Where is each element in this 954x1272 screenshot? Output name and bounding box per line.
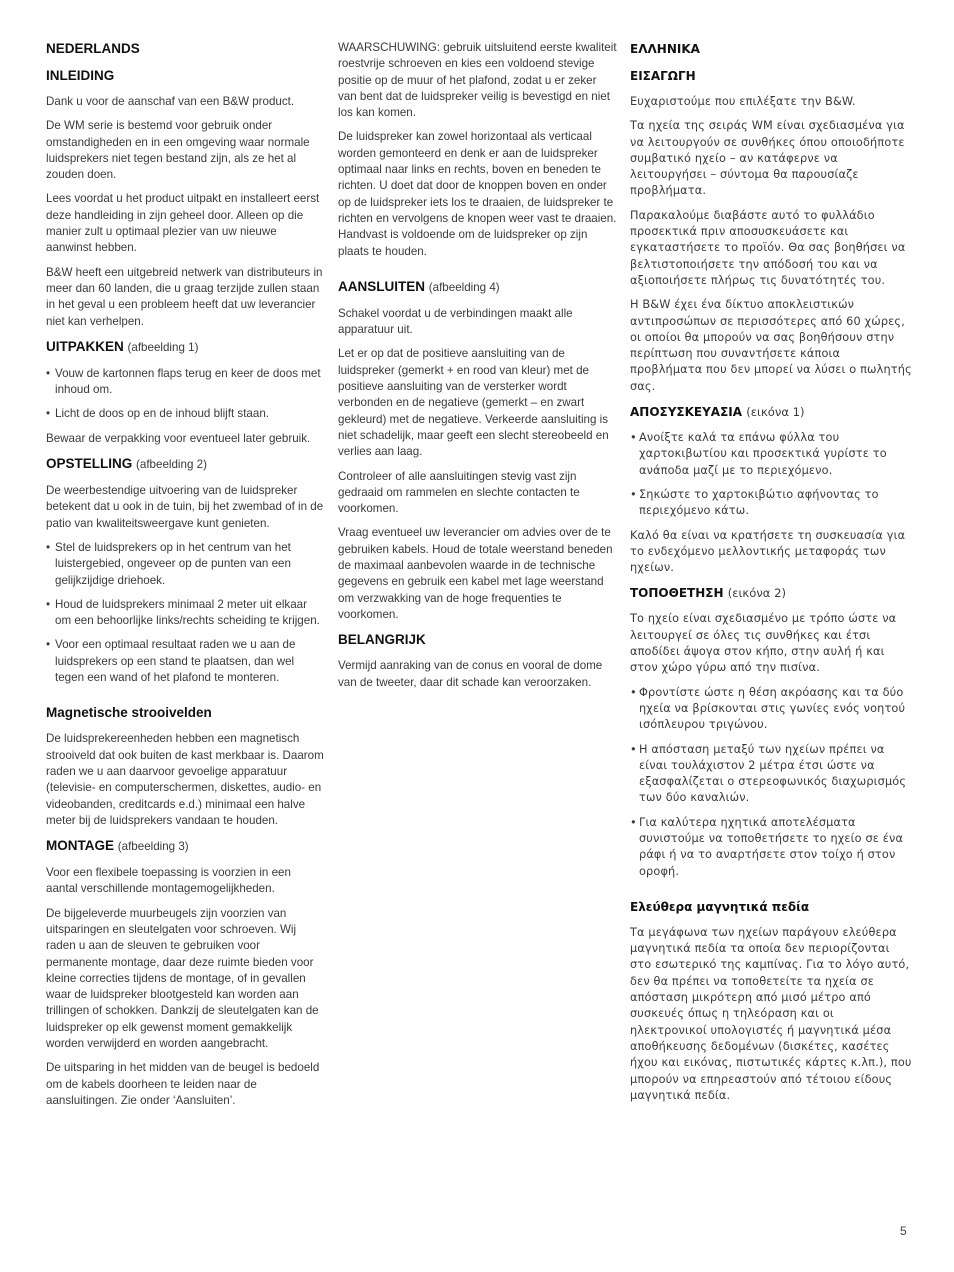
dutch-column-continued bbox=[338, 40, 618, 699]
figure-reference: (εικόνα 1) bbox=[746, 405, 805, 420]
bullet-item: • Ανοίξτε καλά τα επάνω φύλλα του χαρτοκιβωτίου και προσεκτικά γυρίστε το ανάποδα μαζί με το περιεχόμενο. bbox=[630, 430, 912, 479]
language-heading: ΕΛΛΗΝΙΚΑ bbox=[630, 42, 700, 56]
bullet-item: • Licht de doos op en de inhoud blijft staan. bbox=[46, 406, 324, 422]
bullet-item: • Σηκώστε το χαρτοκιβώτιο αφήνοντας το περιεχόμενο κάτω. bbox=[630, 487, 912, 520]
bullet-item: • Vouw de kartonnen flaps terug en keer de doos met inhoud om. bbox=[46, 366, 324, 399]
section-heading-magnetic: Ελεύθερα μαγνητικά πεδία bbox=[630, 899, 810, 914]
figure-reference: (εικόνα 2) bbox=[727, 586, 787, 601]
figure-reference: (afbeelding 3) bbox=[117, 840, 189, 854]
paragraph: B&W heeft een uitgebreid netwerk van distributeurs in meer dan 60 landen, die u graag terzijde zullen staan in het geval u een probleem heeft dat uw leverancier niet kan verhelpen. bbox=[46, 265, 323, 328]
heading-text: UITPAKKEN bbox=[46, 338, 124, 354]
page-number: 5 bbox=[900, 1224, 907, 1238]
paragraph: Controleer of alle aansluitingen stevig vast zijn gedraaid om rammelen en slechte contacten te voorkomen. bbox=[338, 469, 580, 516]
paragraph: De bijgeleverde muurbeugels zijn voorzien van uitsparingen en sleutelgaten voor schroeven. Wij raden u aan de sleuven te gebruiken voor permanente montage, daar deze ruimte bieden voor kleine correcties tijdens de montage, of in gevallen waar de luidspreker blootgesteld kan worden aan trillingen of schokken. Dankzij de sleutelgaten kan de luidspreker op elk gewenst moment gemakkelijk worden verwijderd en worden aangebracht. bbox=[46, 906, 319, 1051]
paragraph: Τα μεγάφωνα των ηχείων παράγουν ελεύθερα μαγνητικά πεδία τα οποία δεν περιορίζονται στο εσωτερικό της καμπίνας. Για το λόγο αυτό, δεν θα πρέπει να τοποθετείτε τα ηχεία σε απόσταση μικρότερη από μισό μέτρο από συσκευές όπως η τηλεόραση και οι ηλεκτρονικοί υπολογιστές ή μαγνητικά μέσα αποθήκευσης δεδομένων (δισκέτες, κασέτες ήχου και εικόνας, πιστωτικές κάρτες κ.λπ.), που μπορούν να επηρεαστούν από τέτοιου είδους μαγνητικά πεδία. bbox=[630, 925, 912, 1102]
paragraph: Η B&W έχει ένα δίκτυο αποκλειστικών αντιπροσώπων σε περισσότερες από 60 χώρες, οι οποίοι θα μπορούν να σας βοηθήσουν στην περίπτωση που συναντήσετε κάποια προβλήματα που δεν μπορεί να λύσει ο πωλητής σας. bbox=[630, 298, 912, 393]
paragraph: Παρακαλούμε διαβάστε αυτό το φυλλάδιο προσεκτικά πριν αποσυσκευάσετε και εγκαταστήσετε το προϊόν. Θα σας βοηθήσει να βελτιστοποιήσετε την απόδοσή του και να αξιοποιήσετε πλήρως τις δυνατότητές του. bbox=[630, 208, 906, 287]
paragraph: Voor een flexibele toepassing is voorzien in een aantal verschillende montagemogelijkheden. bbox=[46, 866, 291, 896]
bullet-item: • Houd de luidsprekers minimaal 2 meter uit elkaar om een behoorlijke links/rechts scheiding te krijgen. bbox=[46, 597, 324, 630]
paragraph: De WM serie is bestemd voor gebruik onder omstandigheden en in een omgeving waar normale luidsprekers niet tegen bestand zijn, als ze het al zouden doen. bbox=[46, 119, 310, 182]
heading-text: OPSTELLING bbox=[46, 456, 133, 472]
section-heading-unpack bbox=[630, 403, 912, 421]
bullet-item: • Stel de luidsprekers op in het centrum van het luistergebied, ongeveer op de punten van een gelijkzijdige driehoek. bbox=[46, 540, 324, 589]
section-heading-placement bbox=[630, 584, 912, 602]
section-heading-connect bbox=[338, 278, 618, 297]
greek-column bbox=[630, 40, 912, 1112]
section-heading-unpack bbox=[46, 338, 324, 357]
section-heading-intro: INLEIDING bbox=[46, 68, 115, 83]
paragraph: Τα ηχεία της σειράς WM είναι σχεδιασμένα για να λειτουργούν σε συνθήκες όπου οποιοδήποτε συμβατικό ηχείο – αν κατάφερνε να λειτουργήσει – σύντομα θα παρουσίαζε προβλήματα. bbox=[630, 119, 905, 198]
paragraph: De luidspreker kan zowel horizontaal als verticaal worden gemonteerd en denk er aan de luidspreker optimaal naar links en rechts, boven en beneden te richten. U doet dat door de knoppen boven en onder op de luidspreker iets los te draaien, de luidspreker te richten en vervolgens de knopen weer vast te draaien. Handvast is voldoende om de luidspreker op zijn plaats te houden. bbox=[338, 130, 617, 258]
heading-text: AANSLUITEN bbox=[338, 278, 425, 294]
figure-reference: (afbeelding 1) bbox=[127, 340, 199, 354]
bullet-item: • Voor een optimaal resultaat raden we u aan de luidsprekers op een stand te plaatsen, dan wel tegen een wand of het plafond te monteren. bbox=[46, 637, 324, 686]
bullet-item: • Φροντίστε ώστε η θέση ακρόασης και τα δύο ηχεία να βρίσκονται στις γωνίες ενός νοητού ισόπλευρου τριγώνου. bbox=[630, 685, 912, 734]
paragraph: Bewaar de verpakking voor eventueel later gebruik. bbox=[46, 431, 311, 445]
bullet-item: • Για καλύτερα ηχητικά αποτελέσματα συνιστούμε να τοποθετήσετε το ηχείο σε ένα ράφι ή να το αναρτήσετε στον τοίχο ή στον οροφή. bbox=[630, 815, 912, 880]
paragraph: Το ηχείο είναι σχεδιασμένο με τρόπο ώστε να λειτουργεί σε όλες τις συνθήκες και έτσι αποδίδει άψογα στον κήπο, στην αυλή ή και στον χώρο γύρω από την πισίνα. bbox=[630, 612, 897, 675]
paragraph: Ευχαριστούμε που επιλέξατε την B&W. bbox=[630, 95, 856, 108]
paragraph: Vraag eventueel uw leverancier om advies over de te gebruiken kabels. Houd de totale weerstand beneden de maximaal aanbevolen waarde in de technische gegevens en gebruik een kabel met lage weerstand om verzwakking van de hoge frequenties te voorkomen. bbox=[338, 526, 613, 621]
paragraph: De weerbestendige uitvoering van de luidspreker betekent dat u ook in de tuin, bij het zwembad of in de patio van kwaliteitsweergave kunt genieten. bbox=[46, 484, 324, 530]
section-heading-intro: ΕΙΣΑΓΩΓΗ bbox=[630, 69, 696, 83]
bullet-item: • Η απόσταση μεταξύ των ηχείων πρέπει να είναι τουλάχιστον 2 μέτρα έτσι ώστε να εξασφαλίζεται ο στερεοφωνικός διαχωρισμός των δύο καναλιών. bbox=[630, 742, 912, 807]
paragraph: Καλό θα είναι να κρατήσετε τη συσκευασία για το ενδεχόμενο μελλοντικής μεταφοράς των ηχείων. bbox=[630, 528, 906, 575]
paragraph: De luidsprekereenheden hebben een magnetisch strooiveld dat ook buiten de kast merkbaar is. Daarom raden we u aan daarvoor gevoelige apparatuur (televisie- en computerschermen, diskettes, audio- en videobanden, creditcards e.d.) minimaal een halve meter bij de luidsprekers vandaan te houden. bbox=[46, 732, 324, 827]
section-heading-magnetic: Magnetische strooivelden bbox=[46, 705, 212, 721]
heading-text: MONTAGE bbox=[46, 838, 114, 854]
section-heading-important: BELANGRIJK bbox=[338, 632, 426, 648]
language-heading: NEDERLANDS bbox=[46, 41, 140, 56]
figure-reference: (afbeelding 2) bbox=[136, 458, 207, 472]
paragraph: Lees voordat u het product uitpakt en installeert eerst deze handleiding in zijn geheel door. Alleen op die manier zult u optimaal plezier van uw nieuwe aanwinst hebben. bbox=[46, 192, 320, 255]
paragraph: Dank u voor de aanschaf van een B&W product. bbox=[46, 95, 295, 108]
section-heading-mounting bbox=[46, 837, 324, 856]
section-heading-setup bbox=[46, 455, 324, 474]
paragraph: Vermijd aanraking van de conus en vooral de dome van de tweeter, daar dit schade kan veroorzaken. bbox=[338, 659, 603, 689]
figure-reference: (afbeelding 4) bbox=[428, 280, 500, 294]
heading-text: ΑΠΟΣΥΣΚΕΥΑΣΙΑ bbox=[630, 405, 743, 420]
dutch-column bbox=[46, 40, 324, 1117]
paragraph: Schakel voordat u de verbindingen maakt alle apparatuur uit. bbox=[338, 306, 573, 337]
paragraph: Let er op dat de positieve aansluiting van de luidspreker (gemerkt + en rood van kleur) met de positieve aansluiting van de versterker wordt verbonden en de negatieve (gemerkt – en zwart gekleurd) met de negatieve. Verkeerde aansluiting is niet schadelijk, maar geeft een slecht stereobeeld en verlies aan laag. bbox=[338, 347, 609, 459]
warning-paragraph: WAARSCHUWING: gebruik uitsluitend eerste kwaliteit roestvrije schroeven en kies een voldoend stevige positie op de muur of het plafond, zodat u er zeker van bent dat de luidspreker veilig is bevestigd en niet los kan komen. bbox=[338, 41, 617, 120]
paragraph: De uitsparing in het midden van de beugel is bedoeld om de kabels doorheen te leiden naar de aansluitingen. Zie onder ‘Aansluiten’. bbox=[46, 1061, 320, 1107]
heading-text: ΤΟΠΟΘΕΤΗΣΗ bbox=[630, 586, 724, 601]
